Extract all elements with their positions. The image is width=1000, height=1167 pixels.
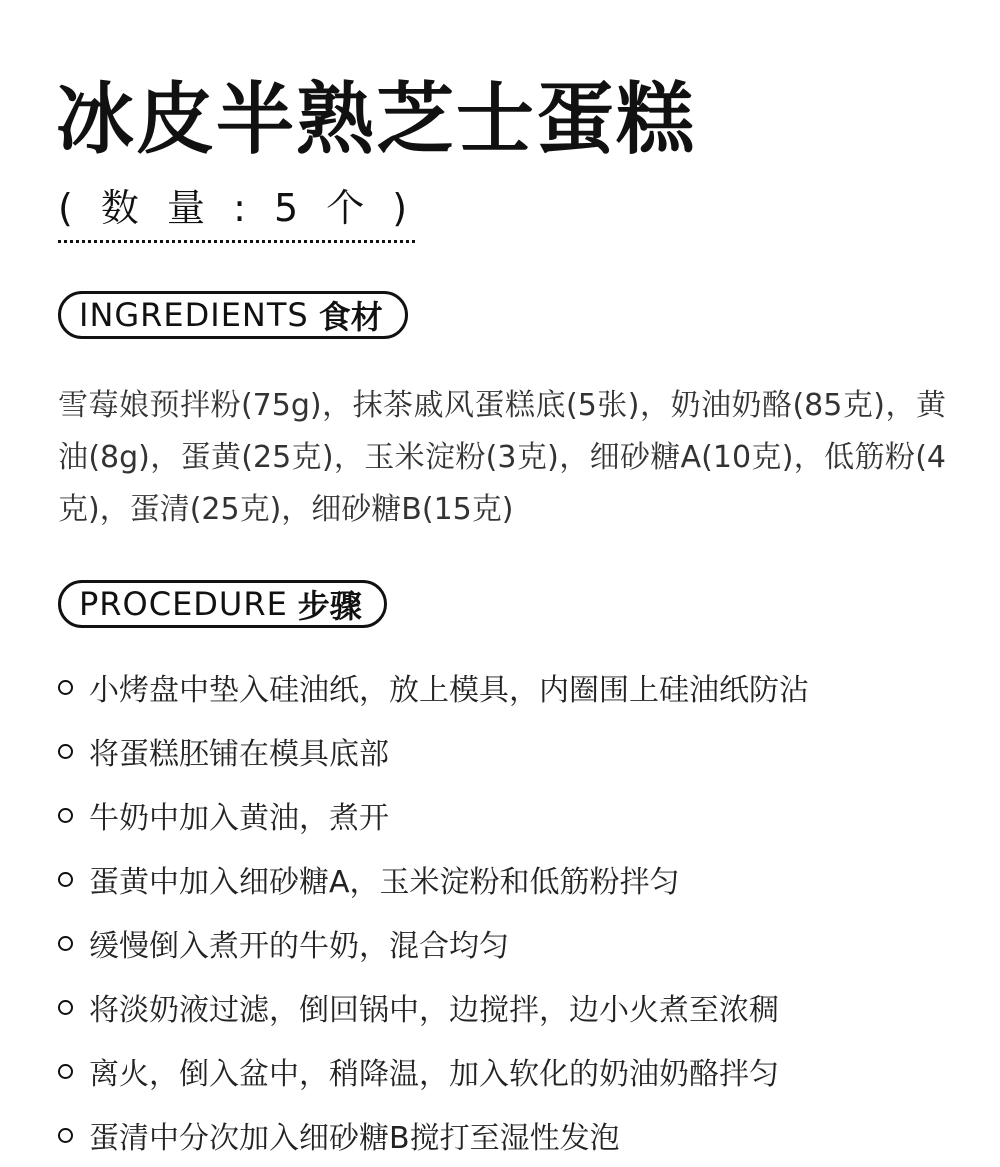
procedure-step-text: 牛奶中加入黄油，煮开 xyxy=(89,801,389,836)
bullet-circle-icon xyxy=(58,808,73,823)
procedure-heading-en: PROCEDURE xyxy=(79,585,288,623)
ingredients-heading-cn: 食材 xyxy=(318,298,383,336)
procedure-step xyxy=(58,655,948,719)
bullet-circle-icon xyxy=(58,936,73,951)
procedure-step xyxy=(58,1103,948,1167)
procedure-step-text: 将淡奶液过滤，倒回锅中，边搅拌，边小火煮至浓稠 xyxy=(89,993,779,1028)
procedure-step-text: 将蛋糕胚铺在模具底部 xyxy=(89,737,389,772)
procedure-step-text: 缓慢倒入煮开的牛奶，混合均匀 xyxy=(89,929,509,964)
procedure-step-text: 蛋清中分次加入细砂糖B搅打至湿性发泡 xyxy=(89,1121,620,1156)
ingredients-list: 雪莓娘预拌粉(75g)，抹茶戚风蛋糕底(5张)，奶油奶酪(85克)，黄油(8g)，蛋黄(25克)，玉米淀粉(3克)，细砂糖A(10克)，低筋粉(4克)，蛋清(25克)，细砂糖B(15克) xyxy=(58,388,946,527)
procedure-step xyxy=(58,911,948,975)
procedure-step xyxy=(58,847,948,911)
procedure-steps xyxy=(58,655,948,1167)
procedure-step xyxy=(58,1039,948,1103)
procedure-step xyxy=(58,975,948,1039)
ingredients-heading xyxy=(58,291,408,339)
procedure-step-text: 小烤盘中垫入硅油纸，放上模具，内圈围上硅油纸防沾 xyxy=(89,673,809,708)
procedure-step-text: 蛋黄中加入细砂糖A，玉米淀粉和低筋粉拌匀 xyxy=(89,865,680,900)
ingredients-heading-en: INGREDIENTS xyxy=(79,296,309,334)
recipe-title: 冰皮半熟芝士蛋糕 xyxy=(56,75,697,165)
bullet-circle-icon xyxy=(58,680,73,695)
procedure-step xyxy=(58,719,948,783)
bullet-circle-icon xyxy=(58,744,73,759)
bullet-circle-icon xyxy=(58,1064,73,1079)
procedure-heading xyxy=(58,580,387,628)
bullet-circle-icon xyxy=(58,872,73,887)
bullet-circle-icon xyxy=(58,1128,73,1143)
procedure-heading-cn: 步骤 xyxy=(297,587,362,625)
bullet-circle-icon xyxy=(58,1000,73,1015)
procedure-step xyxy=(58,783,948,847)
procedure-step-text: 离火，倒入盆中，稍降温，加入软化的奶油奶酪拌匀 xyxy=(89,1057,779,1092)
recipe-quantity: ( 数 量 : 5 个 ) xyxy=(58,188,415,243)
